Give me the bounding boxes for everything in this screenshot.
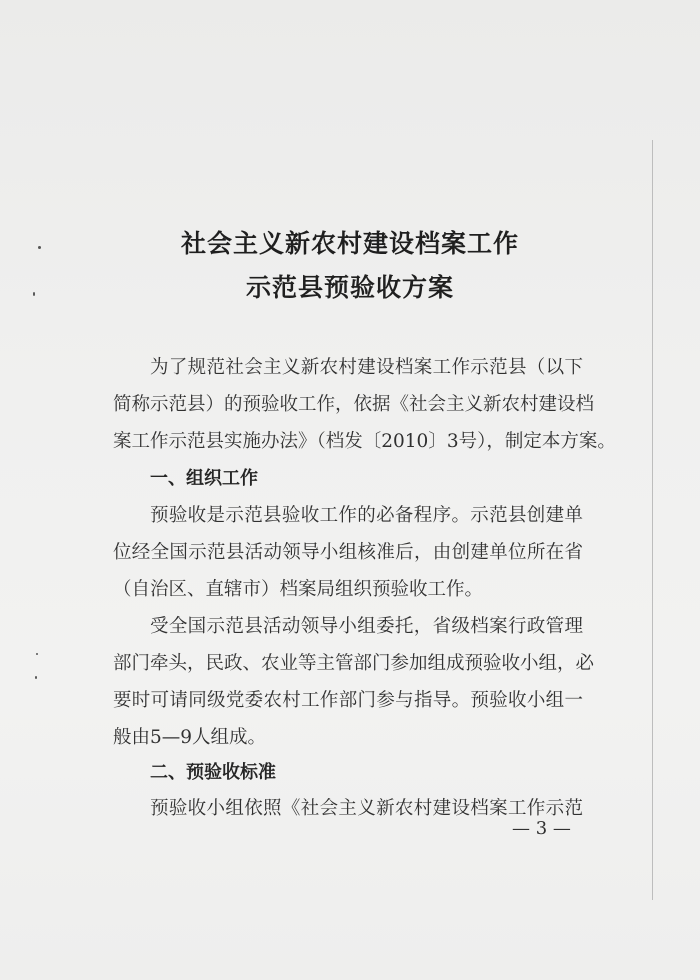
scan-speck (36, 653, 38, 655)
page-number: — 3 — (512, 818, 571, 839)
section-1-para-2-line-1: 受全国示范县活动领导小组委托，省级档案行政管理 (150, 616, 583, 637)
intro-line-1: 为了规范社会主义新农村建设档案工作示范县（以下 (150, 357, 583, 378)
section-1-para-1-line-3: （自治区、直辖市）档案局组织预验收工作。 (113, 579, 484, 600)
section-1-heading: 一、组织工作 (150, 468, 258, 489)
intro-line-2: 简称示范县）的预验收工作，依据《社会主义新农村建设档 (113, 394, 595, 415)
section-2-heading: 二、预验收标准 (150, 762, 276, 783)
intro-line-3: 案工作示范县实施办法》（档发〔2010〕3号），制定本方案。 (113, 431, 616, 452)
section-1-para-2-line-4: 般由5—9人组成。 (113, 727, 267, 748)
document-title-line-1: 社会主义新农村建设档案工作 (180, 229, 519, 258)
section-1-para-1-line-1: 预验收是示范县验收工作的必备程序。示范县创建单 (150, 505, 583, 526)
scan-speck (35, 676, 37, 679)
document-title-line-2: 示范县预验收方案 (245, 273, 454, 302)
section-1-para-2-line-2: 部门牵头，民政、农业等主管部门参加组成预验收小组，必 (113, 653, 595, 674)
section-1-para-2-line-3: 要时可请同级党委农村工作部门参与指导。预验收小组一 (113, 690, 583, 711)
section-1-para-1-line-2: 位经全国示范县活动领导小组核准后，由创建单位所在省 (113, 542, 583, 563)
section-2-para-1-line-1: 预验收小组依照《社会主义新农村建设档案工作示范 (150, 798, 583, 819)
